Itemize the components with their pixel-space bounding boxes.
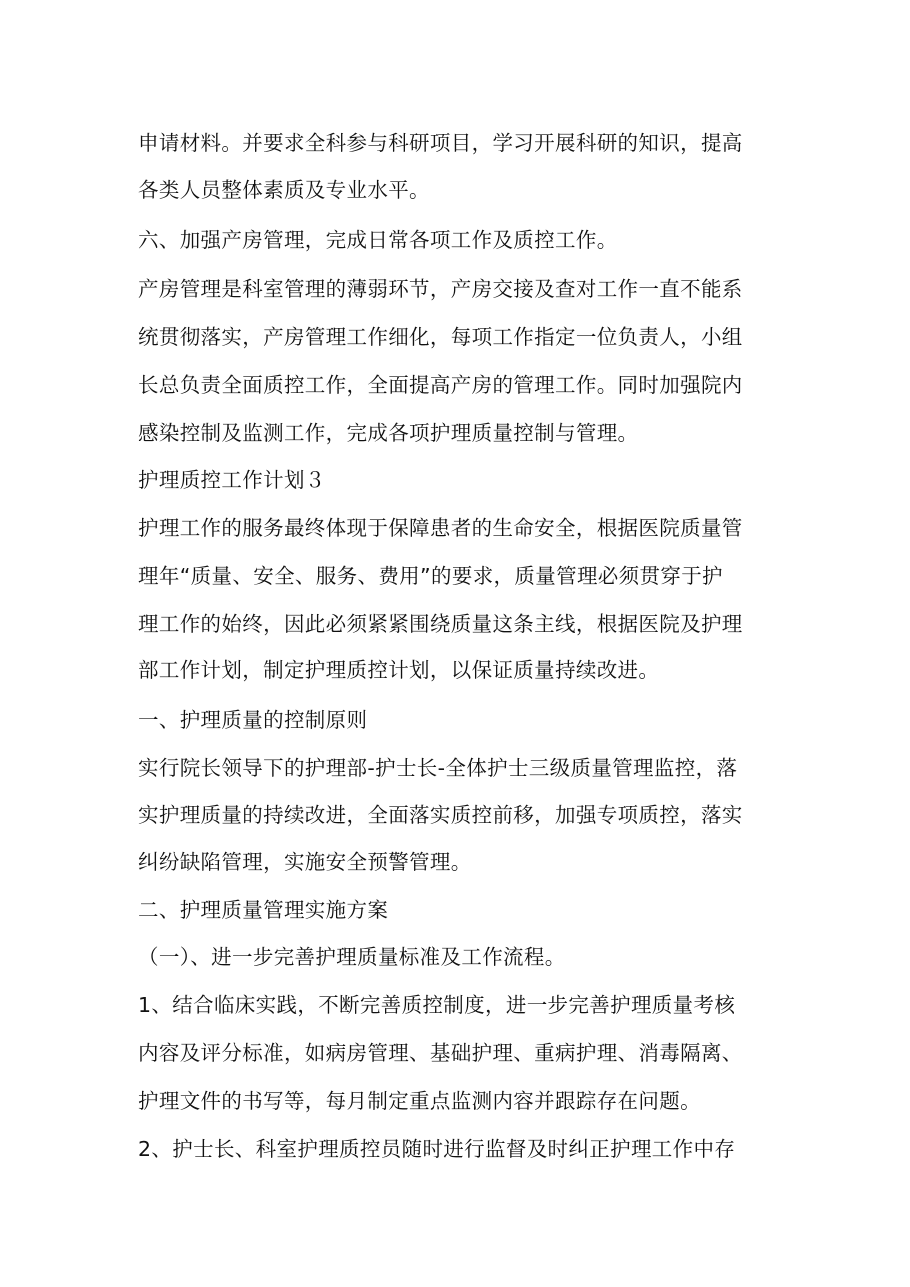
text-line: 内容及评分标准，如病房管理、基础护理、重病护理、消毒隔离、 (138, 1041, 743, 1065)
text-line: 理年“质量、安全、服务、费用”的要求，质量管理必须贯穿于护 (138, 564, 723, 588)
text-line: 申请材料。并要求全科参与科研项目，学习开展科研的知识，提高 (138, 131, 743, 155)
text-line: 统贯彻落实，产房管理工作细化，每项工作指定一位负责人，小组 (138, 325, 743, 349)
text-line: 部工作计划，制定护理质控计划，以保证质量持续改进。 (138, 658, 660, 682)
text-line: 长总负责全面质控工作，全面提高产房的管理工作。同时加强院内 (138, 373, 743, 397)
text-line: 护理工作的服务最终体现于保障患者的生命安全，根据医院质量管 (138, 516, 743, 540)
text-line: 实护理质量的持续改进，全面落实质控前移，加强专项质控，落实 (138, 803, 743, 827)
text-line: 1、结合临床实践，不断完善质控制度，进一步完善护理质量考核 (138, 993, 736, 1017)
text-line: 理工作的始终，因此必须紧紧围绕质量这条主线，根据医院及护理 (138, 612, 743, 636)
text-line: 纠纷缺陷管理，实施安全预警管理。 (138, 850, 472, 874)
text-line: 2、护士长、科室护理质控员随时进行监督及时纠正护理工作中存 (138, 1137, 736, 1161)
text-line: 感染控制及监测工作，完成各项护理质量控制与管理。 (138, 421, 639, 445)
section-heading: 二、护理质量管理实施方案 (138, 898, 389, 922)
text-line: 各类人员整体素质及专业水平。 (138, 178, 430, 202)
document-subtitle: 护理质控工作计划３ (138, 468, 326, 492)
text-line: 实行院长领导下的护理部-护士长-全体护士三级质量管理监控，落 (138, 756, 738, 780)
subsection-heading: （一）、进一步完善护理质量标准及工作流程。 (138, 945, 566, 969)
text-line: 护理文件的书写等，每月制定重点监测内容并跟踪存在问题。 (138, 1089, 701, 1113)
text-line: 产房管理是科室管理的薄弱环节，产房交接及查对工作一直不能系 (138, 277, 743, 301)
section-heading: 一、护理质量的控制原则 (138, 708, 368, 732)
section-heading: 六、加强产房管理，完成日常各项工作及质控工作。 (138, 228, 618, 252)
